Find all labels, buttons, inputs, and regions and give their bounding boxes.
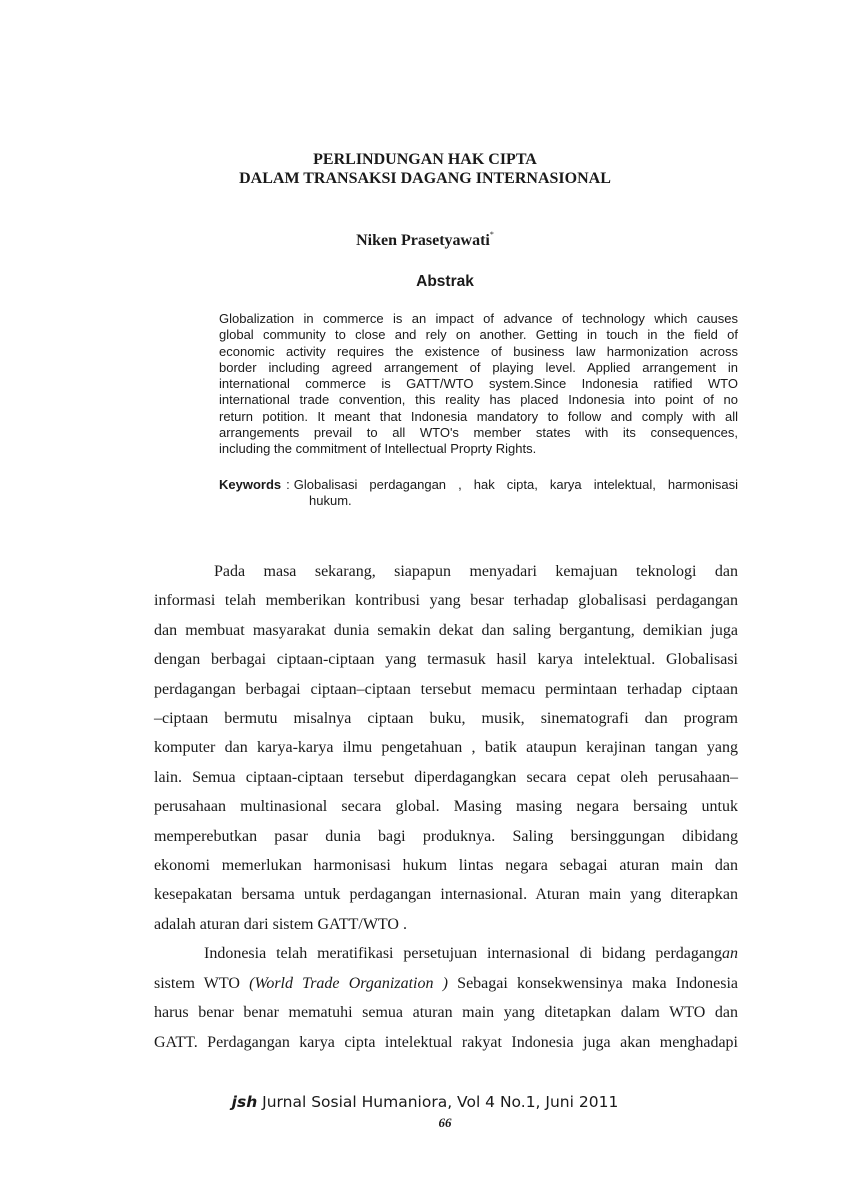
- page-number: 66: [438, 1115, 452, 1130]
- abstract-line: global community to close and rely on another. Getting in touch in the field of: [219, 327, 738, 343]
- title-line-1: PERLINDUNGAN HAK CIPTA: [313, 151, 537, 168]
- body-line: memperebutkan pasar dunia bagi produknya. Saling bersinggungan dibidang: [154, 827, 738, 845]
- body-line: dengan berbagai ciptaan-ciptaan yang termasuk hasil karya intelektual. Globalisasi: [154, 651, 738, 669]
- author-footnote-mark: *: [489, 230, 494, 239]
- keywords-text: Globalisasi perdagangan , hak cipta, karya intelektual, harmonisasi: [293, 477, 738, 492]
- abstract-line: international trade convention, this reality has placed Indonesia into point of no: [219, 392, 738, 408]
- body-line: dan membuat masyarakat dunia semakin dekat dan saling bergantung, demikian juga: [154, 621, 738, 639]
- body-line: GATT. Perdagangan karya cipta intelektual rakyat Indonesia juga akan menghadapi: [154, 1033, 738, 1051]
- abstract-line: international commerce is GATT/WTO system.Since Indonesia ratified WTO: [219, 376, 738, 392]
- body-line: adalah aturan dari sistem GATT/WTO .: [154, 915, 407, 933]
- body-line-italic: (World Trade Organization ): [249, 974, 448, 992]
- body-line: Pada masa sekarang, siapapun menyadari kemajuan teknologi dan: [214, 563, 738, 580]
- body-line-text: Sebagai konsekwensinya maka Indonesia: [447, 974, 738, 992]
- keywords: [219, 477, 738, 508]
- body-line-text: Indonesia telah meratifikasi persetujuan internasional di bidang perdagang: [204, 945, 722, 963]
- abstract-line: Globalization in commerce is an impact of advance of technology which causes: [219, 311, 738, 326]
- keywords-separator: :: [286, 477, 290, 492]
- keywords-text-continued: hukum.: [309, 492, 352, 508]
- abstract-line: arrangements prevail to all WTO's member states with its consequences,: [219, 425, 738, 441]
- body-line: informasi telah memberikan kontribusi yang besar terhadap globalisasi perdagangan: [154, 592, 738, 610]
- body-line: harus benar benar mematuhi semua aturan main yang ditetapkan dalam WTO dan: [154, 1004, 738, 1022]
- abstract-body: [219, 311, 738, 458]
- journal-citation: Jurnal Sosial Humaniora, Vol 4 No.1, Juni 2011: [257, 1093, 619, 1111]
- body-line-text: sistem WTO: [154, 974, 250, 992]
- title-line-2: DALAM TRANSAKSI DAGANG INTERNASIONAL: [239, 170, 611, 187]
- keywords-label: Keywords: [219, 477, 282, 492]
- author: [0, 232, 850, 250]
- body-line: lain. Semua ciptaan-ciptaan tersebut diperdagangkan secara cepat oleh perusahaan–: [154, 768, 738, 786]
- body-line: perusahaan multinasional secara global. Masing masing negara bersaing untuk: [154, 798, 738, 816]
- body-line: [154, 969, 738, 998]
- body-text: [154, 557, 738, 1057]
- body-line: [154, 939, 738, 968]
- body-line: –ciptaan bermutu misalnya ciptaan buku, musik, sinematografi dan program: [154, 710, 738, 728]
- abstract-line: including the commitment of Intellectual Proprty Rights.: [219, 441, 537, 457]
- author-name: Niken Prasetyawati: [356, 232, 490, 249]
- abstract-line: border including agreed arrangement of playing level. Applied arrangement in: [219, 359, 738, 375]
- abstract-heading: Abstrak: [416, 273, 474, 290]
- abstract-line: economic activity requires the existence of business law harmonization across: [219, 343, 738, 359]
- body-line-italic: an: [722, 945, 738, 963]
- body-line: perdagangan berbagai ciptaan–ciptaan tersebut memacu permintaan terhadap ciptaan: [154, 680, 738, 698]
- journal-abbrev: jsh: [231, 1093, 258, 1111]
- body-line: ekonomi memerlukan harmonisasi hukum lintas negara sebagai aturan main dan: [154, 857, 738, 875]
- journal-footer: [0, 1093, 850, 1111]
- paper-title: [0, 150, 850, 188]
- body-line: komputer dan karya-karya ilmu pengetahuan , batik ataupun kerajinan tangan yang: [154, 739, 738, 757]
- abstract-line: return potition. It meant that Indonesia mandatory to follow and comply with all: [219, 408, 738, 424]
- body-line: kesepakatan bersama untuk perdagangan internasional. Aturan main yang diterapkan: [154, 886, 738, 904]
